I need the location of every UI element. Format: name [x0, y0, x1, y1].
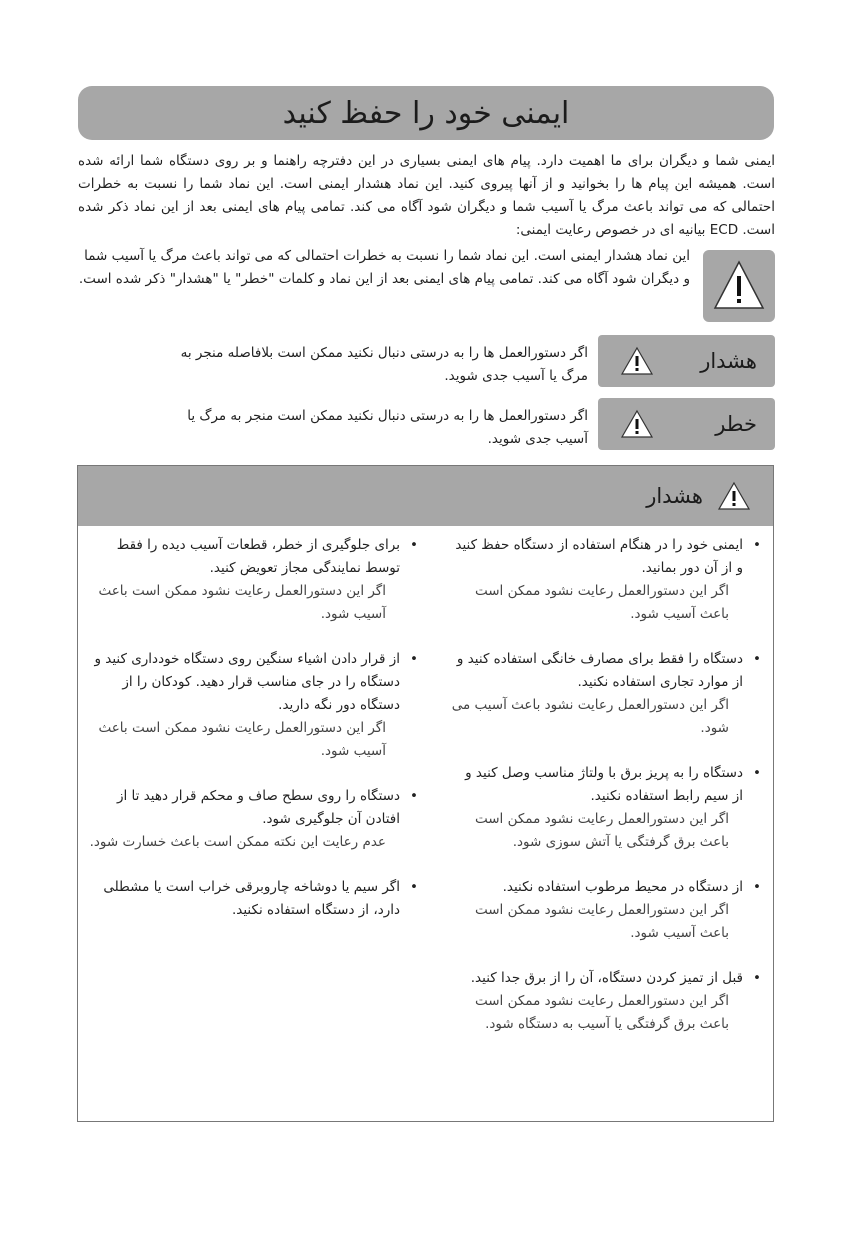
item-note: اگر این دستورالعمل رعایت نشود ممکن است باعث آسیب شود.	[474, 902, 729, 941]
item-text: دستگاه را به پریز برق با ولتاژ مناسب وصل کنید و از سیم رابط استفاده نکنید.	[465, 765, 743, 804]
item-text: قبل از تمیز کردن دستگاه، آن را از برق جدا کنید.	[470, 970, 743, 986]
list-item	[451, 534, 761, 626]
item-note: اگر این دستورالعمل رعایت نشود ممکن است باعث برق گرفتگی یا آسیب به دستگاه شود.	[474, 993, 729, 1032]
list-item	[451, 648, 761, 740]
warning-triangle-icon	[620, 409, 654, 439]
item-note: اگر این دستورالعمل رعایت نشود باعث آسیب می شود.	[451, 697, 729, 736]
list-item	[88, 648, 418, 763]
warnings-panel-header	[78, 466, 773, 526]
list-item	[451, 762, 761, 854]
item-text: دستگاه را فقط برای مصارف خانگی استفاده کنید و از موارد تجاری استفاده نکنید.	[456, 651, 743, 690]
warning-triangle-icon	[703, 250, 775, 322]
item-note: اگر این دستورالعمل رعایت نشود ممکن است باعث آسیب شود.	[98, 583, 386, 622]
warning-symbol-box	[703, 250, 775, 322]
list-item	[88, 876, 418, 922]
list-item	[451, 967, 761, 1036]
item-text: از قرار دادن اشیاء سنگین روی دستگاه خودداری کنید و دستگاه را در جای مناسب قرار دهید. کودکان را از دستگاه دور نگه دارید.	[94, 651, 400, 713]
bullet-icon: •	[753, 970, 761, 986]
page-title: ایمنی خود را حفظ کنید	[78, 86, 774, 140]
caution-label-box	[598, 398, 775, 450]
list-item	[88, 785, 418, 854]
danger-description: اگر دستورالعمل ها را به درستی دنبال نکنید ممکن است بلافاصله منجر به مرگ یا آسیب جدی شوید.	[180, 345, 588, 384]
caution-label: خطر	[715, 412, 757, 436]
list-item	[88, 534, 418, 626]
danger-label-box	[598, 335, 775, 387]
item-text: از دستگاه در محیط مرطوب استفاده نکنید.	[502, 879, 743, 895]
item-note: اگر این دستورالعمل رعایت نشود ممکن است باعث آسیب شود.	[474, 583, 729, 622]
bullet-icon: •	[753, 651, 761, 667]
item-text: اگر سیم یا دوشاخه چاروبرقی خراب است یا مشطلی دارد، از دستگاه استفاده نکنید.	[103, 879, 400, 918]
bullet-icon: •	[753, 537, 761, 553]
bullet-icon: •	[410, 651, 418, 667]
danger-label: هشدار	[700, 349, 757, 373]
item-text: ایمنی خود را در هنگام استفاده از دستگاه حفظ کنید و از آن دور بمانید.	[455, 537, 743, 576]
warnings-column-right	[451, 534, 761, 1058]
item-note: عدم رعایت این نکته ممکن است باعث خسارت شود.	[89, 834, 386, 850]
warning-triangle-icon	[717, 481, 751, 511]
warning-triangle-icon	[620, 346, 654, 376]
bullet-icon: •	[753, 879, 761, 895]
bullet-icon: •	[410, 879, 418, 895]
list-item	[451, 876, 761, 945]
item-note: اگر این دستورالعمل رعایت نشود ممکن است باعث آسیب شود.	[98, 720, 386, 759]
warnings-panel	[77, 465, 774, 1122]
bullet-icon: •	[410, 537, 418, 553]
bullet-icon: •	[753, 765, 761, 781]
warning-symbol-description: این نماد هشدار ایمنی است. این نماد شما را نسبت به خطرات احتمالی که می تواند باعث مرگ یا آسیب شما و دیگران شود آگاه می کند. تمامی پیام های ایمنی بعد از این نماد و کلمات "خطر" یا "هشدار" ذکر شده است.	[78, 248, 690, 287]
intro-paragraph: ایمنی شما و دیگران برای ما اهمیت دارد. پیام های ایمنی بسیاری در این دفترچه راهنما و بر روی دستگاه شما ارائه شده است. همیشه این پیام ها را بخوانید و از آنها پیروی کنید. این نماد هشدار ایمنی است. این نماد شما را نسبت به خطرات احتمالی که می تواند باعث مرگ یا آسیب شما و دیگران شود آگاه می کند. تمامی پیام های ایمنی بعد از این نماد ذکر شده است. ECD بیانیه ای در خصوص رعایت ایمنی:	[78, 153, 775, 238]
caution-description: اگر دستورالعمل ها را به درستی دنبال نکنید ممکن است منجر به مرگ یا آسیب جدی شوید.	[187, 408, 588, 447]
item-text: دستگاه را روی سطح صاف و محکم قرار دهید تا از افتادن آن جلوگیری شود.	[116, 788, 400, 827]
item-note: اگر این دستورالعمل رعایت نشود ممکن است باعث برق گرفتگی یا آتش سوزی شود.	[474, 811, 729, 850]
item-text: برای جلوگیری از خطر، قطعات آسیب دیده را فقط توسط نمایندگی مجاز تعویض کنید.	[116, 537, 400, 576]
warnings-column-left	[88, 534, 418, 944]
warnings-panel-label: هشدار	[646, 484, 703, 508]
bullet-icon: •	[410, 788, 418, 804]
